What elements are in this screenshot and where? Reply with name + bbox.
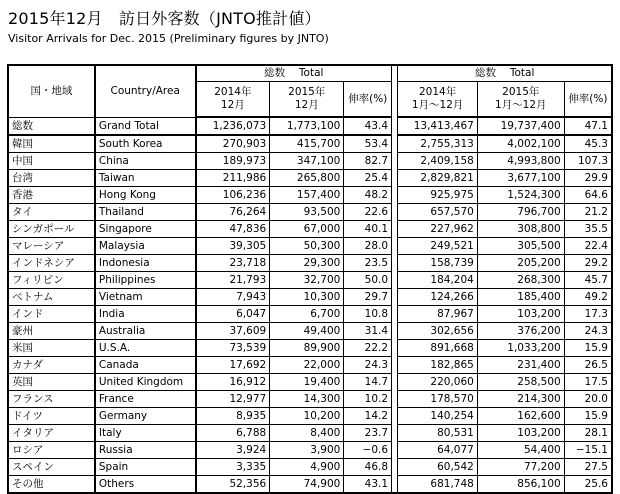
cell-2014-ytd: 140,254: [398, 408, 477, 425]
table-row: [8, 425, 612, 442]
cell-region-jp: マレーシア: [8, 238, 95, 255]
cell-2014-ytd: 87,967: [398, 306, 477, 323]
cell-growth: 23.7: [344, 425, 392, 442]
cell-growth: 24.3: [344, 357, 392, 374]
cell-growth-ytd: 21.2: [564, 204, 612, 221]
cell-region-en: Indonesia: [95, 255, 196, 272]
cell-2014-dec: 189,973: [196, 153, 270, 170]
cell-2015-ytd: 4,993,800: [477, 153, 564, 170]
cell-2015-ytd: 185,400: [477, 289, 564, 306]
cell-region-jp: インドネシア: [8, 255, 95, 272]
cell-growth-ytd: 28.1: [564, 425, 612, 442]
table-row: [8, 476, 612, 494]
cell-region-en: South Korea: [95, 135, 196, 153]
cell-2015-ytd: 258,500: [477, 374, 564, 391]
cell-2014-ytd: 891,668: [398, 340, 477, 357]
cell-growth-ytd: 15.9: [564, 408, 612, 425]
cell-2014-ytd: 227,962: [398, 221, 477, 238]
cell-region-jp: スペイン: [8, 459, 95, 476]
cell-2015-ytd: 796,700: [477, 204, 564, 221]
cell-region-jp: 米国: [8, 340, 95, 357]
header-row-1: [8, 65, 612, 82]
cell-2015-dec: 157,400: [270, 187, 344, 204]
cell-region-jp: 豪州: [8, 323, 95, 340]
cell-region-jp: イタリア: [8, 425, 95, 442]
cell-2014-ytd: 220,060: [398, 374, 477, 391]
table-row: [8, 391, 612, 408]
cell-2014-ytd: 158,739: [398, 255, 477, 272]
cell-region-jp: カナダ: [8, 357, 95, 374]
cell-2015-dec: 3,900: [270, 442, 344, 459]
cell-growth: 10.2: [344, 391, 392, 408]
header-2014-dec: 2014年 12月: [196, 82, 270, 118]
cell-2015-dec: 49,400: [270, 323, 344, 340]
cell-2015-ytd: 77,200: [477, 459, 564, 476]
cell-2014-dec: 76,264: [196, 204, 270, 221]
cell-2014-ytd: 184,204: [398, 272, 477, 289]
cell-2014-dec: 270,903: [196, 135, 270, 153]
cell-region-jp: 中国: [8, 153, 95, 170]
header-2015-ytd: 2015年 1月～12月: [477, 82, 564, 118]
cell-region-jp: 英国: [8, 374, 95, 391]
cell-2015-dec: 6,700: [270, 306, 344, 323]
cell-growth: 53.4: [344, 135, 392, 153]
cell-2014-dec: 12,977: [196, 391, 270, 408]
cell-growth: 31.4: [344, 323, 392, 340]
cell-2014-ytd: 925,975: [398, 187, 477, 204]
cell-2015-ytd: 376,200: [477, 323, 564, 340]
cell-2014-ytd: 124,266: [398, 289, 477, 306]
cell-2015-dec: 74,900: [270, 476, 344, 494]
cell-2014-dec: 23,718: [196, 255, 270, 272]
cell-region-en: Malaysia: [95, 238, 196, 255]
cell-2015-ytd: 305,500: [477, 238, 564, 255]
cell-2015-dec: 32,700: [270, 272, 344, 289]
cell-region-en: Spain: [95, 459, 196, 476]
cell-region-en: Philippines: [95, 272, 196, 289]
cell-region-jp: 香港: [8, 187, 95, 204]
cell-2014-ytd: 681,748: [398, 476, 477, 494]
cell-2015-dec: 29,300: [270, 255, 344, 272]
cell-2014-dec: 106,236: [196, 187, 270, 204]
cell-2015-ytd: 308,800: [477, 221, 564, 238]
cell-growth: 43.4: [344, 117, 392, 135]
cell-growth-ytd: 26.5: [564, 357, 612, 374]
table-row: [8, 117, 612, 135]
page-subtitle: Visitor Arrivals for Dec. 2015 (Preliminary figures by JNTO): [8, 32, 329, 45]
table-row: [8, 289, 612, 306]
table-row: [8, 272, 612, 289]
cell-growth: 46.8: [344, 459, 392, 476]
cell-2014-ytd: 60,542: [398, 459, 477, 476]
table-row: [8, 204, 612, 221]
cell-region-jp: タイ: [8, 204, 95, 221]
page-title: 2015年12月 訪日外客数（JNTO推計値）: [8, 9, 321, 28]
cell-2015-dec: 14,300: [270, 391, 344, 408]
cell-growth-ytd: 47.1: [564, 117, 612, 135]
cell-2015-dec: 89,900: [270, 340, 344, 357]
cell-region-en: Taiwan: [95, 170, 196, 187]
cell-region-en: Singapore: [95, 221, 196, 238]
table-row: [8, 408, 612, 425]
header-dec-total: 総数 Total: [196, 65, 392, 82]
cell-growth-ytd: 24.3: [564, 323, 612, 340]
cell-2015-dec: 415,700: [270, 135, 344, 153]
cell-2014-ytd: 2,755,313: [398, 135, 477, 153]
cell-2015-dec: 347,100: [270, 153, 344, 170]
cell-region-en: Grand Total: [95, 117, 196, 135]
cell-region-jp: インド: [8, 306, 95, 323]
cell-region-en: Canada: [95, 357, 196, 374]
table-row: [8, 153, 612, 170]
cell-2015-ytd: 205,200: [477, 255, 564, 272]
cell-2014-ytd: 2,829,821: [398, 170, 477, 187]
cell-growth-ytd: 25.6: [564, 476, 612, 494]
cell-region-en: Russia: [95, 442, 196, 459]
cell-region-en: United Kingdom: [95, 374, 196, 391]
cell-region-en: Germany: [95, 408, 196, 425]
cell-growth: 48.2: [344, 187, 392, 204]
header-growth-ytd: 伸率(%): [564, 82, 612, 118]
cell-growth-ytd: 29.2: [564, 255, 612, 272]
cell-growth: 23.5: [344, 255, 392, 272]
cell-2014-dec: 73,539: [196, 340, 270, 357]
cell-2014-ytd: 302,656: [398, 323, 477, 340]
table-row: [8, 306, 612, 323]
cell-2014-dec: 17,692: [196, 357, 270, 374]
cell-region-en: Others: [95, 476, 196, 494]
table-row: [8, 340, 612, 357]
cell-2015-dec: 67,000: [270, 221, 344, 238]
cell-2014-dec: 211,986: [196, 170, 270, 187]
cell-2015-dec: 10,200: [270, 408, 344, 425]
cell-region-en: France: [95, 391, 196, 408]
cell-2014-dec: 7,943: [196, 289, 270, 306]
cell-growth: −0.6: [344, 442, 392, 459]
cell-2014-ytd: 80,531: [398, 425, 477, 442]
cell-growth-ytd: 64.6: [564, 187, 612, 204]
cell-region-jp: 総数: [8, 117, 95, 135]
cell-growth: 10.8: [344, 306, 392, 323]
cell-region-en: Thailand: [95, 204, 196, 221]
cell-2014-ytd: 657,570: [398, 204, 477, 221]
cell-2015-ytd: 54,400: [477, 442, 564, 459]
cell-region-en: Italy: [95, 425, 196, 442]
table-row: [8, 357, 612, 374]
cell-growth-ytd: −15.1: [564, 442, 612, 459]
cell-2015-ytd: 19,737,400: [477, 117, 564, 135]
cell-growth: 29.7: [344, 289, 392, 306]
cell-region-jp: その他: [8, 476, 95, 494]
cell-2015-ytd: 103,200: [477, 425, 564, 442]
cell-2015-ytd: 268,300: [477, 272, 564, 289]
cell-region-jp: 台湾: [8, 170, 95, 187]
cell-growth-ytd: 107.3: [564, 153, 612, 170]
cell-region-en: U.S.A.: [95, 340, 196, 357]
table-row: [8, 135, 612, 153]
cell-growth-ytd: 45.3: [564, 135, 612, 153]
cell-region-jp: ドイツ: [8, 408, 95, 425]
header-region-en: Country/Area: [95, 65, 196, 117]
cell-growth: 50.0: [344, 272, 392, 289]
cell-region-jp: フィリピン: [8, 272, 95, 289]
cell-2015-ytd: 856,100: [477, 476, 564, 494]
cell-2014-dec: 3,335: [196, 459, 270, 476]
cell-2014-ytd: 13,413,467: [398, 117, 477, 135]
cell-2015-ytd: 4,002,100: [477, 135, 564, 153]
cell-region-en: Australia: [95, 323, 196, 340]
cell-2015-dec: 93,500: [270, 204, 344, 221]
cell-region-en: India: [95, 306, 196, 323]
cell-growth: 22.6: [344, 204, 392, 221]
header-region-jp: 国・地域: [8, 65, 95, 117]
cell-growth: 25.4: [344, 170, 392, 187]
cell-2014-ytd: 178,570: [398, 391, 477, 408]
cell-region-jp: ベトナム: [8, 289, 95, 306]
cell-growth: 22.2: [344, 340, 392, 357]
cell-growth-ytd: 22.4: [564, 238, 612, 255]
cell-2015-dec: 19,400: [270, 374, 344, 391]
cell-region-en: China: [95, 153, 196, 170]
cell-growth-ytd: 17.3: [564, 306, 612, 323]
cell-2015-dec: 265,800: [270, 170, 344, 187]
cell-region-en: Hong Kong: [95, 187, 196, 204]
header-2014-ytd: 2014年 1月～12月: [398, 82, 477, 118]
cell-2015-dec: 22,000: [270, 357, 344, 374]
cell-2015-ytd: 103,200: [477, 306, 564, 323]
cell-region-jp: ロシア: [8, 442, 95, 459]
table-row: [8, 323, 612, 340]
cell-growth: 82.7: [344, 153, 392, 170]
cell-growth-ytd: 35.5: [564, 221, 612, 238]
table-row: [8, 170, 612, 187]
cell-growth: 14.2: [344, 408, 392, 425]
cell-growth: 43.1: [344, 476, 392, 494]
cell-2015-ytd: 1,033,200: [477, 340, 564, 357]
table-row: [8, 221, 612, 238]
table-row: [8, 187, 612, 204]
cell-growth-ytd: 15.9: [564, 340, 612, 357]
cell-region-en: Vietnam: [95, 289, 196, 306]
cell-region-jp: シンガポール: [8, 221, 95, 238]
table-row: [8, 459, 612, 476]
cell-2014-dec: 52,356: [196, 476, 270, 494]
cell-2014-dec: 1,236,073: [196, 117, 270, 135]
cell-2014-ytd: 249,521: [398, 238, 477, 255]
cell-growth-ytd: 49.2: [564, 289, 612, 306]
cell-2014-dec: 8,935: [196, 408, 270, 425]
cell-2014-dec: 37,609: [196, 323, 270, 340]
cell-2015-ytd: 214,300: [477, 391, 564, 408]
cell-2015-dec: 4,900: [270, 459, 344, 476]
header-growth: 伸率(%): [344, 82, 392, 118]
cell-region-jp: フランス: [8, 391, 95, 408]
table-row: [8, 374, 612, 391]
cell-2014-dec: 39,305: [196, 238, 270, 255]
cell-growth: 14.7: [344, 374, 392, 391]
visitor-arrivals-table: [7, 64, 613, 494]
cell-2014-dec: 6,788: [196, 425, 270, 442]
header-ytd-total: 総数 Total: [398, 65, 612, 82]
cell-growth-ytd: 20.0: [564, 391, 612, 408]
cell-2015-dec: 50,300: [270, 238, 344, 255]
cell-2015-ytd: 3,677,100: [477, 170, 564, 187]
cell-2014-ytd: 182,865: [398, 357, 477, 374]
cell-2014-ytd: 2,409,158: [398, 153, 477, 170]
table-row: [8, 238, 612, 255]
cell-2015-ytd: 231,400: [477, 357, 564, 374]
cell-growth-ytd: 17.5: [564, 374, 612, 391]
cell-2015-dec: 10,300: [270, 289, 344, 306]
cell-2014-dec: 47,836: [196, 221, 270, 238]
table-row: [8, 442, 612, 459]
header-2015-dec: 2015年 12月: [270, 82, 344, 118]
cell-2015-ytd: 162,600: [477, 408, 564, 425]
cell-2015-dec: 1,773,100: [270, 117, 344, 135]
cell-growth-ytd: 27.5: [564, 459, 612, 476]
cell-growth-ytd: 45.7: [564, 272, 612, 289]
cell-2015-ytd: 1,524,300: [477, 187, 564, 204]
cell-growth: 28.0: [344, 238, 392, 255]
cell-growth-ytd: 29.9: [564, 170, 612, 187]
table-row: [8, 255, 612, 272]
cell-2014-dec: 6,047: [196, 306, 270, 323]
cell-growth: 40.1: [344, 221, 392, 238]
cell-2014-dec: 16,912: [196, 374, 270, 391]
cell-2014-ytd: 64,077: [398, 442, 477, 459]
cell-2014-dec: 21,793: [196, 272, 270, 289]
cell-region-jp: 韓国: [8, 135, 95, 153]
cell-2014-dec: 3,924: [196, 442, 270, 459]
cell-2015-dec: 8,400: [270, 425, 344, 442]
